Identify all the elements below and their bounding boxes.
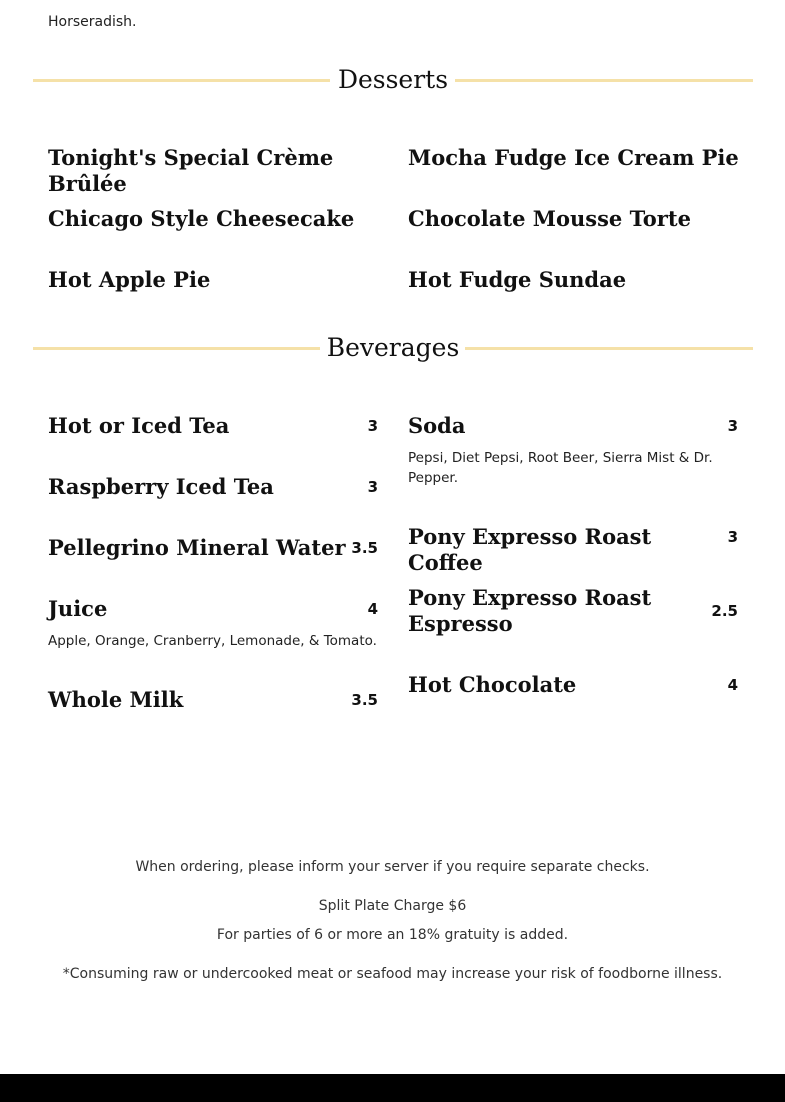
dessert-item: Chocolate Mousse Torte [408, 206, 691, 231]
dessert-item: Chicago Style Cheesecake [48, 206, 355, 231]
beverage-name: Whole Milk [48, 687, 184, 712]
gratuity-note: For parties of 6 or more an 18% gratuity is added. [216, 927, 569, 943]
beverage-description: Apple, Orange, Cranberry, Lemonade, & Tomato. [48, 633, 377, 649]
section-title-desserts: Desserts [337, 65, 449, 94]
dessert-item: Mocha Fudge Ice Cream Pie [408, 145, 739, 170]
beverage-price: 2.5 [711, 602, 738, 620]
beverage-name: Soda [408, 413, 466, 438]
beverage-price: 4 [367, 600, 378, 618]
beverage-name: Juice [48, 596, 108, 621]
beverage-price: 4 [727, 676, 738, 694]
foodborne-illness-warning: *Consuming raw or undercooked meat or seafood may increase your risk of foodborne illness. [62, 966, 723, 982]
beverage-price: 3 [367, 417, 378, 435]
beverage-name: Hot or Iced Tea [48, 413, 230, 438]
beverage-price: 3.5 [351, 539, 378, 557]
separate-checks-note: When ordering, please inform your server if you require separate checks. [135, 859, 650, 875]
beverage-description: Pepsi, Diet Pepsi, Root Beer, Sierra Mist & Dr. Pepper. [408, 450, 713, 486]
beverage-name: Pony Expresso Roast Coffee [408, 524, 652, 575]
beverage-name: Pony Expresso Roast Espresso [408, 585, 652, 636]
beverage-name: Pellegrino Mineral Water [48, 535, 346, 560]
beverage-price: 3 [727, 528, 738, 546]
beverage-price: 3.5 [351, 691, 378, 709]
desserts-section-header [33, 60, 753, 100]
beverage-price: 3 [367, 478, 378, 496]
dessert-item: Hot Apple Pie [48, 267, 211, 292]
section-title-beverages: Beverages [326, 333, 460, 362]
dessert-item: Tonight's Special Crème Brûlée [48, 145, 334, 196]
beverage-price: 3 [727, 417, 738, 435]
split-plate-note: Split Plate Charge $6 [318, 898, 467, 914]
previous-item-description: Horseradish. [48, 14, 137, 30]
bottom-bar [0, 1074, 785, 1102]
beverage-name: Hot Chocolate [408, 672, 577, 697]
dessert-item: Hot Fudge Sundae [408, 267, 627, 292]
beverage-name: Raspberry Iced Tea [48, 474, 274, 499]
beverages-section-header [33, 328, 753, 368]
